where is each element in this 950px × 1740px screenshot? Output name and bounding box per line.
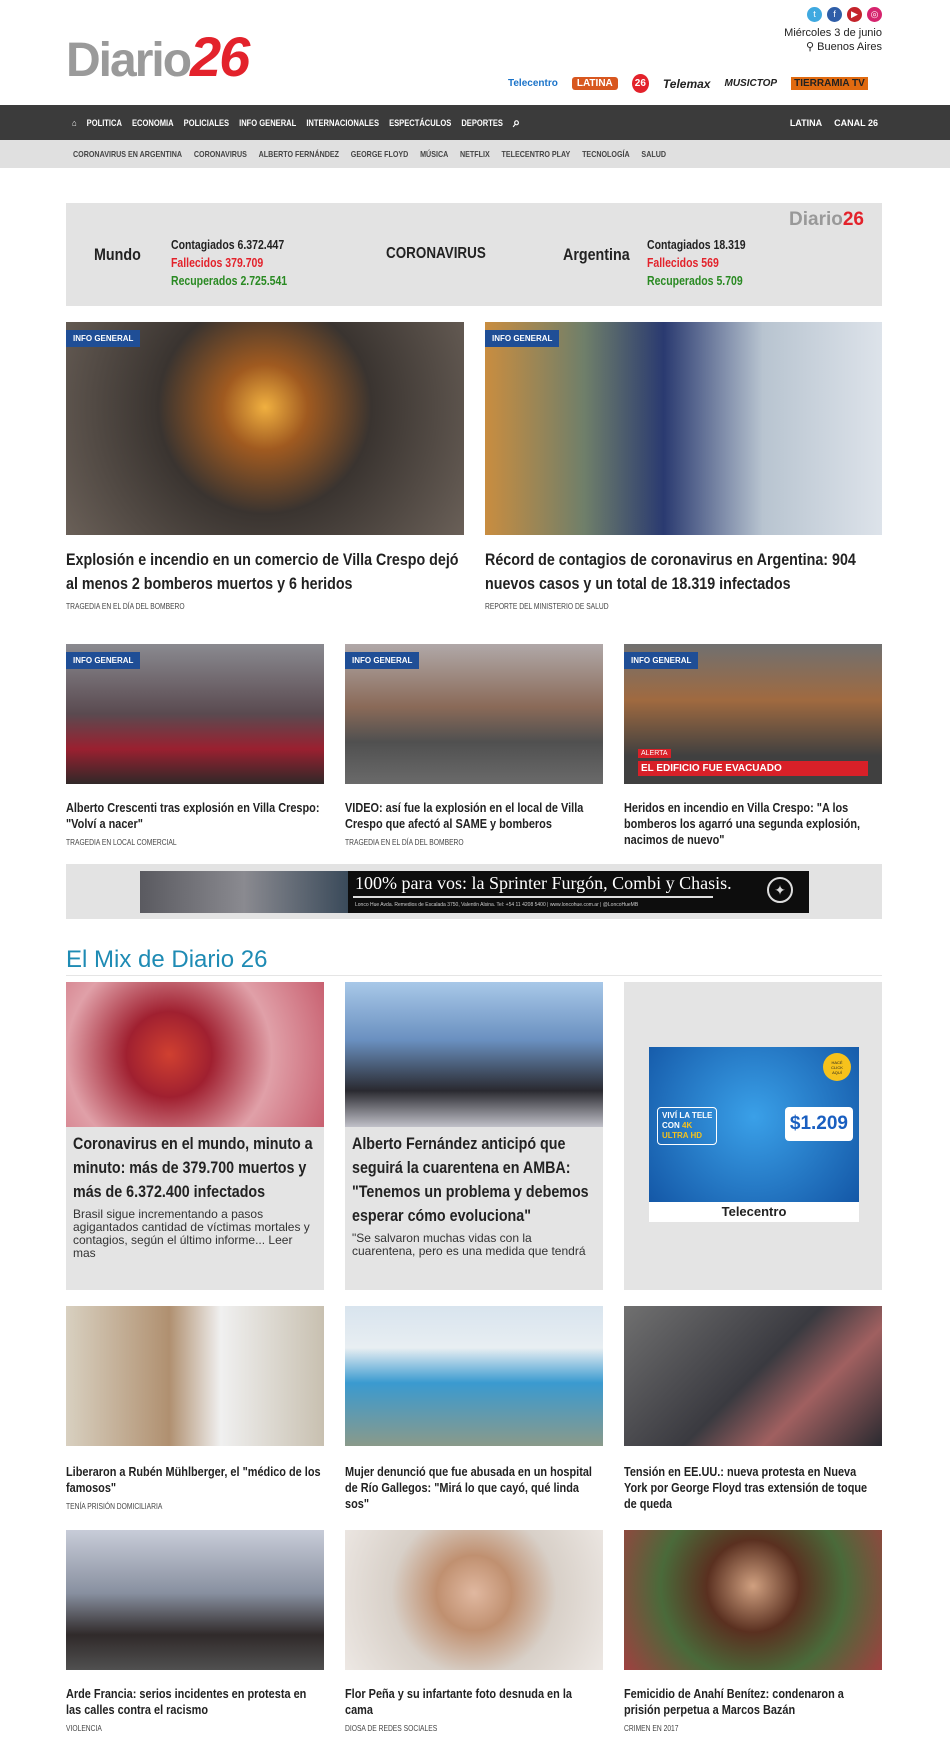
article-kicker: REPORTE DEL MINISTERIO DE SALUD	[485, 602, 609, 611]
article-image[interactable]	[485, 322, 882, 535]
promo-image[interactable]: HACÉ CLICK AQUÍ VIVÍ LA TELE CON 4K ULTRA HD $1.209 Telecentro	[649, 1047, 859, 1222]
ad-image	[140, 871, 348, 913]
nav-canal-26[interactable]: CANAL 26	[834, 117, 878, 128]
article-kicker: TRAGEDIA EN LOCAL COMERCIAL	[66, 838, 177, 847]
mercedes-logo-icon: ✦	[767, 877, 793, 903]
nav-deportes[interactable]: DEPORTES	[461, 117, 503, 128]
article-kicker: CRIMEN EN 2017	[624, 1724, 679, 1733]
section-heading: El Mix de Diario 26	[66, 946, 268, 973]
main-nav	[0, 105, 950, 140]
ad-headline: 100% para vos: la Sprinter Furgón, Combi y Chasis.	[355, 873, 732, 893]
article-title[interactable]: Tensión en EE.UU.: nueva protesta en Nueva York por George Floyd tras extensión de toque de queda	[624, 1464, 868, 1511]
article-image[interactable]	[66, 644, 324, 784]
date: Miércoles 3 de junio	[784, 27, 882, 39]
instagram-icon[interactable]: ◎	[867, 7, 882, 22]
article-text	[624, 800, 882, 848]
nav-espectaculos[interactable]: ESPECTÁCULOS	[389, 117, 452, 128]
social-links	[807, 7, 882, 22]
facebook-icon[interactable]: f	[827, 7, 842, 22]
mix-card[interactable]	[345, 982, 603, 1290]
article-title[interactable]: Liberaron a Rubén Mühlberger, el "médico de los famosos"	[66, 1464, 321, 1495]
category-tag[interactable]: INFO GENERAL	[485, 330, 559, 347]
world-label: Mundo	[94, 245, 141, 264]
channel-logos	[508, 74, 868, 93]
location-pin-icon: ⚲	[806, 41, 818, 53]
article-title[interactable]: Récord de contagios de coronavirus en Argentina: 904 nuevos casos y un total de 18.319 infectados	[485, 550, 856, 593]
nav-policiales[interactable]: POLICIALES	[183, 117, 230, 128]
article-text	[345, 800, 603, 847]
category-tag[interactable]: INFO GENERAL	[624, 652, 698, 669]
home-icon[interactable]: ⌂	[72, 117, 77, 128]
argentina-stats: Contagiados 18.319 Fallecidos 569 Recuperados 5.709	[647, 238, 746, 288]
telecentro-logo: Telecentro	[649, 1202, 859, 1222]
nav-economia[interactable]: ECONOMIA	[132, 117, 174, 128]
nav-latina[interactable]: LATINA	[789, 117, 823, 128]
article-image[interactable]	[624, 644, 882, 784]
article-text	[624, 1464, 882, 1512]
topic-link[interactable]: NETFLIX	[460, 149, 490, 159]
article-title[interactable]: Flor Peña y su infartante foto desnuda en la cama	[345, 1686, 572, 1717]
article-title[interactable]: Explosión e incendio en un comercio de Villa Crespo dejó al menos 2 bomberos muertos y 6 heridos	[66, 550, 459, 593]
channel-telecentro[interactable]: Telecentro	[508, 78, 558, 89]
video-overlay-caption: EL EDIFICIO FUE EVACUADO	[638, 761, 868, 776]
topic-link[interactable]: TECNOLOGÍA	[582, 149, 630, 159]
article-image[interactable]	[66, 1306, 324, 1446]
alert-label: ALERTA	[638, 749, 671, 758]
ad-fine-print: Lonco Hue Avda. Remedios de Escalada 3750, Valentín Alsina. Tel: +54 11 4208 5400 | www.loncohue.com.ar | @LoncoHueMB	[355, 902, 639, 908]
article-image[interactable]	[66, 982, 324, 1127]
article-text	[345, 1464, 603, 1512]
divider	[66, 975, 882, 976]
youtube-icon[interactable]: ▶	[847, 7, 862, 22]
article-kicker: TRAGEDIA EN EL DÍA DEL BOMBERO	[66, 602, 185, 611]
article-title[interactable]: Alberto Fernández anticipó que seguirá la cuarentena en AMBA: "Tenemos un problema y debemos esperar cómo evoluciona"	[352, 1134, 589, 1225]
nav-info-general[interactable]: INFO GENERAL	[239, 117, 297, 128]
article-text	[66, 548, 466, 611]
topic-link[interactable]: MÚSICA	[420, 149, 449, 159]
world-stats: Contagiados 6.372.447 Fallecidos 379.709 Recuperados 2.725.541	[171, 238, 288, 288]
channel-musictop[interactable]: MUSICTOP	[724, 78, 778, 89]
channel-tierramia[interactable]: TIERRAMIA TV	[791, 77, 868, 90]
promo-badge[interactable]: HACÉ CLICK AQUÍ	[823, 1053, 851, 1081]
article-title[interactable]: Coronavirus en el mundo, minuto a minuto: más de 379.700 muertos y más de 6.372.400 infectados	[73, 1134, 313, 1201]
article-text	[66, 1686, 324, 1733]
channel-telemax[interactable]: Telemax	[662, 76, 711, 91]
article-title[interactable]: Femicidio de Anahí Benítez: condenaron a prisión perpetua a Marcos Bazán	[624, 1686, 844, 1717]
channel-26[interactable]: 26	[632, 74, 649, 93]
article-image[interactable]	[345, 1306, 603, 1446]
article-image[interactable]	[624, 1530, 882, 1670]
widget-logo: Diario26	[789, 209, 864, 230]
twitter-icon[interactable]: t	[807, 7, 822, 22]
location: Buenos Aires	[817, 41, 882, 53]
channel-latina[interactable]: LATINA	[572, 77, 618, 90]
search-icon[interactable]: ⌕	[513, 114, 521, 131]
nav-politica[interactable]: POLITICA	[86, 117, 122, 128]
article-image[interactable]	[66, 1530, 324, 1670]
article-title[interactable]: VIDEO: así fue la explosión en el local de Villa Crespo que afectó al SAME y bomberos	[345, 800, 584, 831]
date-location	[784, 26, 882, 54]
article-image[interactable]	[624, 1306, 882, 1446]
topic-link[interactable]: GEORGE FLOYD	[350, 149, 409, 159]
article-text	[624, 1686, 882, 1733]
article-title[interactable]: Arde Francia: serios incidentes en protesta en las calles contra el racismo	[66, 1686, 307, 1717]
article-image[interactable]	[345, 1530, 603, 1670]
nav-internacionales[interactable]: INTERNACIONALES	[306, 117, 380, 128]
coronavirus-widget[interactable]	[66, 203, 882, 306]
topics-nav	[0, 140, 950, 168]
topic-link[interactable]: ALBERTO FERNÁNDEZ	[258, 149, 340, 159]
article-text	[66, 1464, 324, 1511]
article-text	[66, 800, 324, 847]
topic-link[interactable]: CORONAVIRUS EN ARGENTINA	[73, 149, 183, 159]
category-tag[interactable]: INFO GENERAL	[66, 652, 140, 669]
article-title[interactable]: Mujer denunció que fue abusada en un hospital de Río Gallegos: "Mirá lo que cayó, qué linda sos"	[345, 1464, 592, 1511]
article-description: "Se salvaron muchas vidas con la cuarentena, pero es una medida que tendrá	[352, 1231, 586, 1258]
topic-link[interactable]: SALUD	[641, 149, 667, 159]
topic-link[interactable]: TELECENTRO PLAY	[501, 149, 571, 159]
category-tag[interactable]: INFO GENERAL	[66, 330, 140, 347]
article-kicker: VIOLENCIA	[66, 1724, 102, 1733]
article-title[interactable]: Heridos en incendio en Villa Crespo: "A los bomberos los agarró una segunda explosión, nacimos de nuevo"	[624, 800, 861, 847]
article-kicker: TRAGEDIA EN EL DÍA DEL BOMBERO	[345, 838, 464, 847]
article-kicker: TENÍA PRISIÓN DOMICILIARIA	[66, 1502, 163, 1511]
telecentro-promo[interactable]	[624, 982, 882, 1290]
article-image[interactable]	[345, 644, 603, 784]
article-image[interactable]	[345, 982, 603, 1127]
sprinter-ad-banner[interactable]	[140, 871, 809, 913]
mix-card[interactable]	[66, 982, 324, 1290]
category-tag[interactable]: INFO GENERAL	[345, 652, 419, 669]
promo-price: $1.209	[785, 1107, 853, 1141]
article-description: Brasil sigue incrementando a pasos agigantados cantidad de víctimas mortales y contagios, según el último informe... Leer mas	[73, 1207, 310, 1260]
site-logo[interactable]: Diario26	[66, 25, 249, 88]
covid-title: CORONAVIRUS	[386, 245, 486, 262]
article-image[interactable]	[66, 322, 464, 535]
article-kicker: DIOSA DE REDES SOCIALES	[345, 1724, 438, 1733]
topic-link[interactable]: CORONAVIRUS	[193, 149, 247, 159]
argentina-label: Argentina	[563, 245, 630, 264]
article-title[interactable]: Alberto Crescenti tras explosión en Villa Crespo: "Volví a nacer"	[66, 800, 320, 831]
article-text	[345, 1686, 603, 1733]
article-text	[485, 548, 885, 611]
